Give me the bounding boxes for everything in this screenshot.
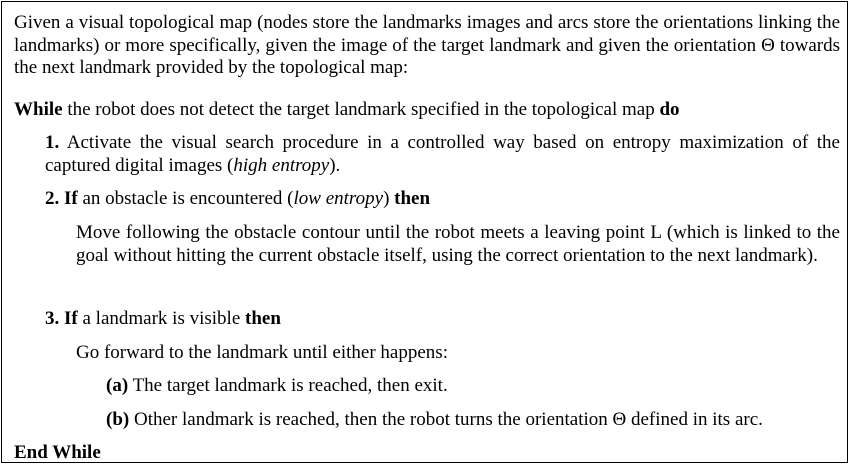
algorithm-box (1, 1, 848, 463)
step-3: 3. If a landmark is visible then (45, 308, 281, 329)
substep-b: (b) Other landmark is reached, then the robot turns the orientation Θ defined in its arc. (106, 409, 763, 430)
intro-paragraph: Given a visual topological map (nodes store the landmarks images and arcs store the orientations linking the landmarks) or more specifically, given the image of the target landmark and given the orientation Θ towards the next landmark provided by the topological map: (14, 12, 840, 78)
then-keyword: then (245, 308, 281, 329)
step-2-body: Move following the obstacle contour until the robot meets a leaving point L (which is linked to the goal without hitting the current obstacle itself, using the correct orientation to the next landmark). (76, 222, 840, 266)
step-1-number: 1. (45, 132, 60, 153)
step-3-body: Go forward to the landmark until either happens: (76, 342, 448, 363)
while-line: While the robot does not detect the target landmark specified in the topological map do (14, 99, 680, 120)
substep-a: (a) The target landmark is reached, then exit. (106, 375, 448, 396)
then-keyword: then (394, 188, 431, 209)
do-keyword: do (659, 99, 680, 120)
step-2: 2. If an obstacle is encountered (low entropy) then (45, 188, 431, 209)
step-2-number: 2. If (45, 188, 78, 209)
while-keyword: While (14, 99, 63, 120)
end-while: End While (14, 442, 101, 463)
step-1: 1. Activate the visual search procedure in a controlled way based on entropy maximization of the captured digital images (high entropy). (45, 132, 840, 176)
step-3-number: 3. If (45, 308, 78, 329)
